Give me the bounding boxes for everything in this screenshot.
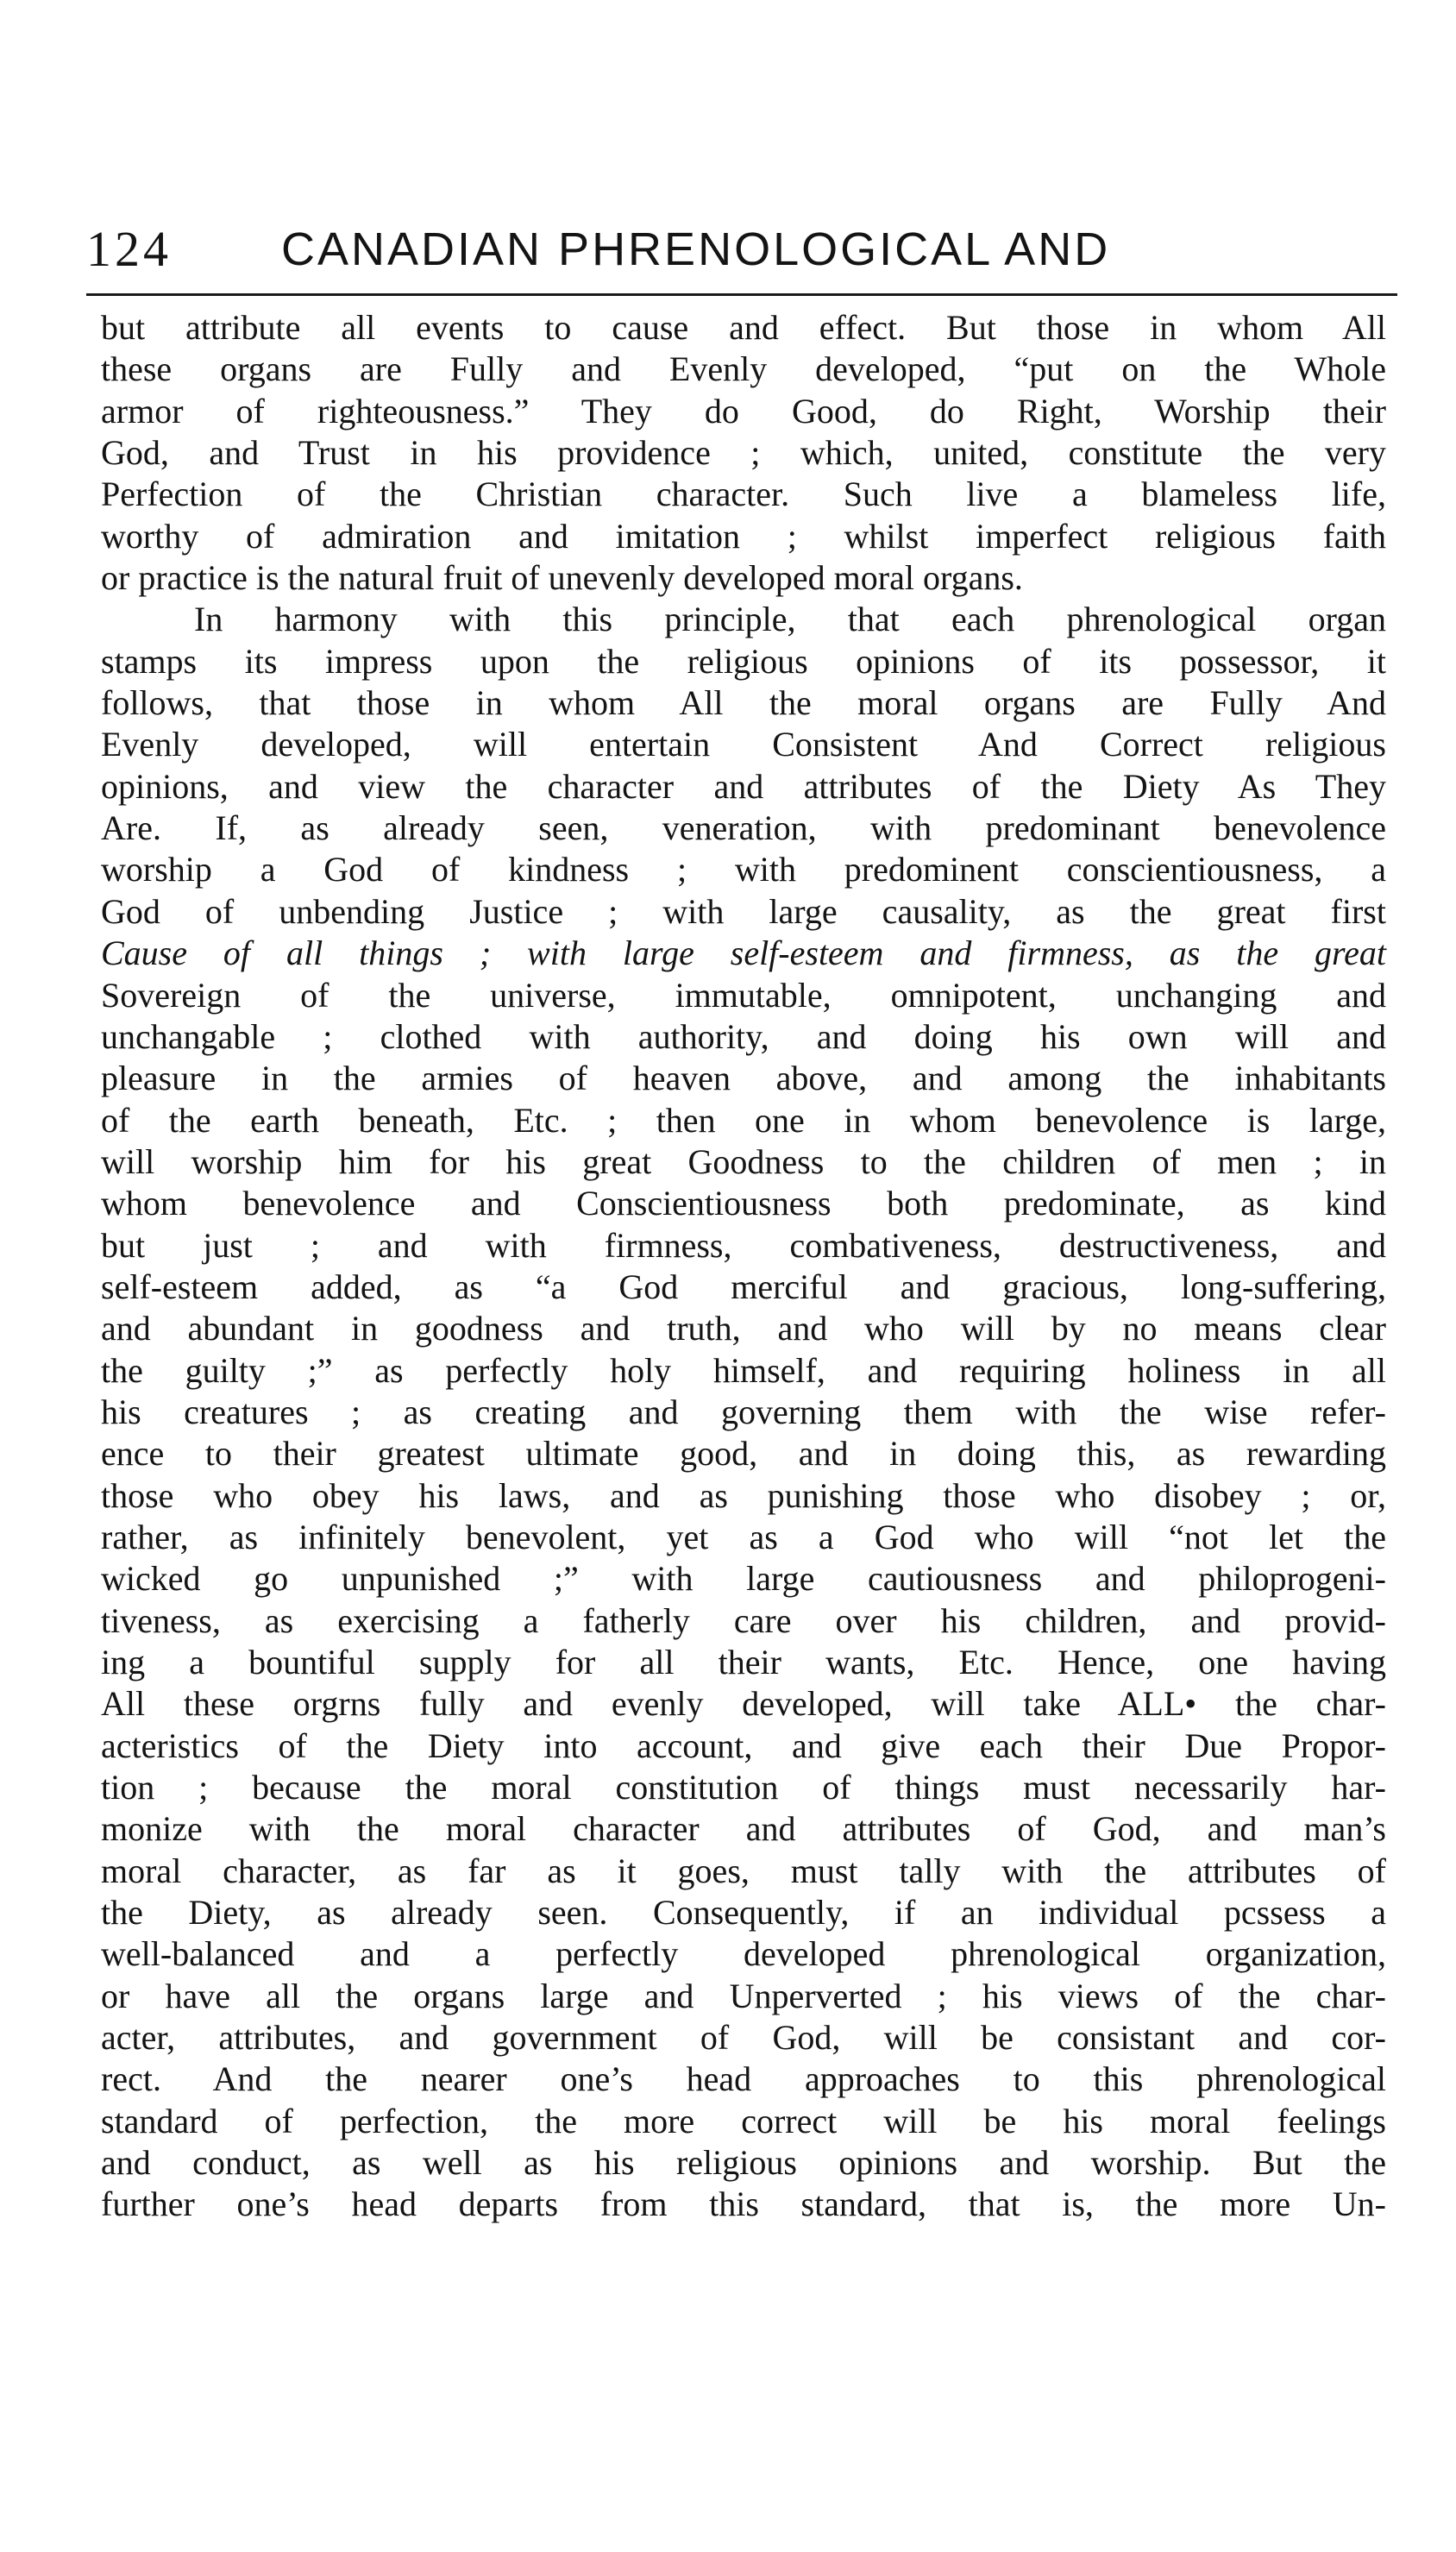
text-line: pleasure in the armies of heaven above, and among the inhabitants	[101, 1059, 1386, 1098]
text-line: tion ; because the moral constitution of things must necessarily har-	[101, 1768, 1386, 1807]
text-line: opinions, and view the character and attributes of the Diety As They	[101, 766, 1386, 806]
text-line: or practice is the natural fruit of unevenly developed moral organs.	[101, 558, 1023, 598]
text-line: God of unbending Justice ; with large causality, as the great first	[101, 891, 1386, 931]
text-line: or have all the organs large and Unperverted ; his views of the char-	[101, 1976, 1386, 2015]
text-line: Evenly developed, will entertain Consistent And Correct religious	[101, 725, 1386, 764]
text-line: but just ; and with firmness, combativeness, destructiveness, and	[101, 1225, 1386, 1265]
body-text	[101, 307, 1386, 2226]
text-line: the guilty ;” as perfectly holy himself, and requiring holiness in all	[101, 1350, 1386, 1390]
text-line: of the earth beneath, Etc. ; then one in whom benevolence is large,	[101, 1100, 1386, 1140]
text-line: moral character, as far as it goes, must tally with the attributes of	[101, 1851, 1386, 1890]
text-line: but attribute all events to cause and effect. But those in whom All	[101, 308, 1386, 347]
text-line: Sovereign of the universe, immutable, omnipotent, unchanging and	[101, 975, 1386, 1015]
text-line: unchangable ; clothed with authority, and doing his own will and	[101, 1016, 1386, 1056]
text-line: In harmony with this principle, that each phrenological organ	[194, 600, 1386, 639]
page-number: 124	[86, 221, 172, 277]
header-rule	[86, 293, 1397, 296]
text-line: follows, that those in whom All the moral organs are Fully And	[101, 683, 1386, 723]
text-line: monize with the moral character and attributes of God, and man’s	[101, 1809, 1386, 1849]
paragraph-1	[101, 307, 1386, 599]
text-line: rect. And the nearer one’s head approaches to this phrenological	[101, 2059, 1386, 2099]
text-line: whom benevolence and Conscientiousness both predominate, as kind	[101, 1184, 1386, 1223]
text-line: Perfection of the Christian character. Such live a blameless life,	[101, 475, 1386, 514]
text-line: Are. If, as already seen, veneration, with predominant benevolence	[101, 808, 1386, 848]
text-line: and abundant in goodness and truth, and who will by no means clear	[101, 1309, 1386, 1348]
text-line: well-balanced and a perfectly developed phrenological organization,	[101, 1934, 1386, 1974]
text-line: will worship him for his great Goodness to the children of men ; in	[101, 1141, 1386, 1181]
text-line: these organs are Fully and Evenly developed, “put on the Whole	[101, 349, 1386, 389]
paragraph-2	[101, 599, 1386, 2225]
running-title: CANADIAN PHRENOLOGICAL AND	[281, 223, 1111, 275]
text-line: Cause of all things ; with large self-esteem and firmness, as the great	[101, 933, 1386, 973]
text-line: rather, as infinitely benevolent, yet as a God who will “not let the	[101, 1517, 1386, 1556]
text-line: his creatures ; as creating and governing them with the wise refer-	[101, 1392, 1386, 1431]
text-line: further one’s head departs from this standard, that is, the more Un-	[101, 2184, 1386, 2224]
text-line: acter, attributes, and government of God, will be consistant and cor-	[101, 2018, 1386, 2058]
text-line: God, and Trust in his providence ; which, united, constitute the very	[101, 433, 1386, 473]
text-line: tiveness, as exercising a fatherly care over his children, and provid-	[101, 1600, 1386, 1640]
running-head	[86, 216, 1397, 285]
text-line: those who obey his laws, and as punishing those who disobey ; or,	[101, 1475, 1386, 1515]
text-line: self-esteem added, as “a God merciful and gracious, long-suffering,	[101, 1267, 1386, 1306]
text-line: ence to their greatest ultimate good, and in doing this, as rewarding	[101, 1434, 1386, 1474]
text-line: the Diety, as already seen. Consequently, if an individual pcssess a	[101, 1893, 1386, 1933]
text-line: standard of perfection, the more correct will be his moral feelings	[101, 2101, 1386, 2140]
text-line: wicked go unpunished ;” with large cautiousness and philoprogeni-	[101, 1559, 1386, 1599]
text-line: acteristics of the Diety into account, and give each their Due Propor-	[101, 1725, 1386, 1765]
text-line: All these orgrns fully and evenly developed, will take ALL• the char-	[101, 1684, 1386, 1724]
text-line: armor of righteousness.” They do Good, do Right, Worship their	[101, 391, 1386, 431]
text-line: stamps its impress upon the religious opinions of its possessor, it	[101, 641, 1386, 681]
text-line: worthy of admiration and imitation ; whilst imperfect religious faith	[101, 516, 1386, 556]
text-line: ing a bountiful supply for all their wants, Etc. Hence, one having	[101, 1643, 1386, 1681]
text-line: worship a God of kindness ; with predominent conscientiousness, a	[101, 850, 1386, 889]
text-line: and conduct, as well as his religious opinions and worship. But the	[101, 2143, 1386, 2183]
